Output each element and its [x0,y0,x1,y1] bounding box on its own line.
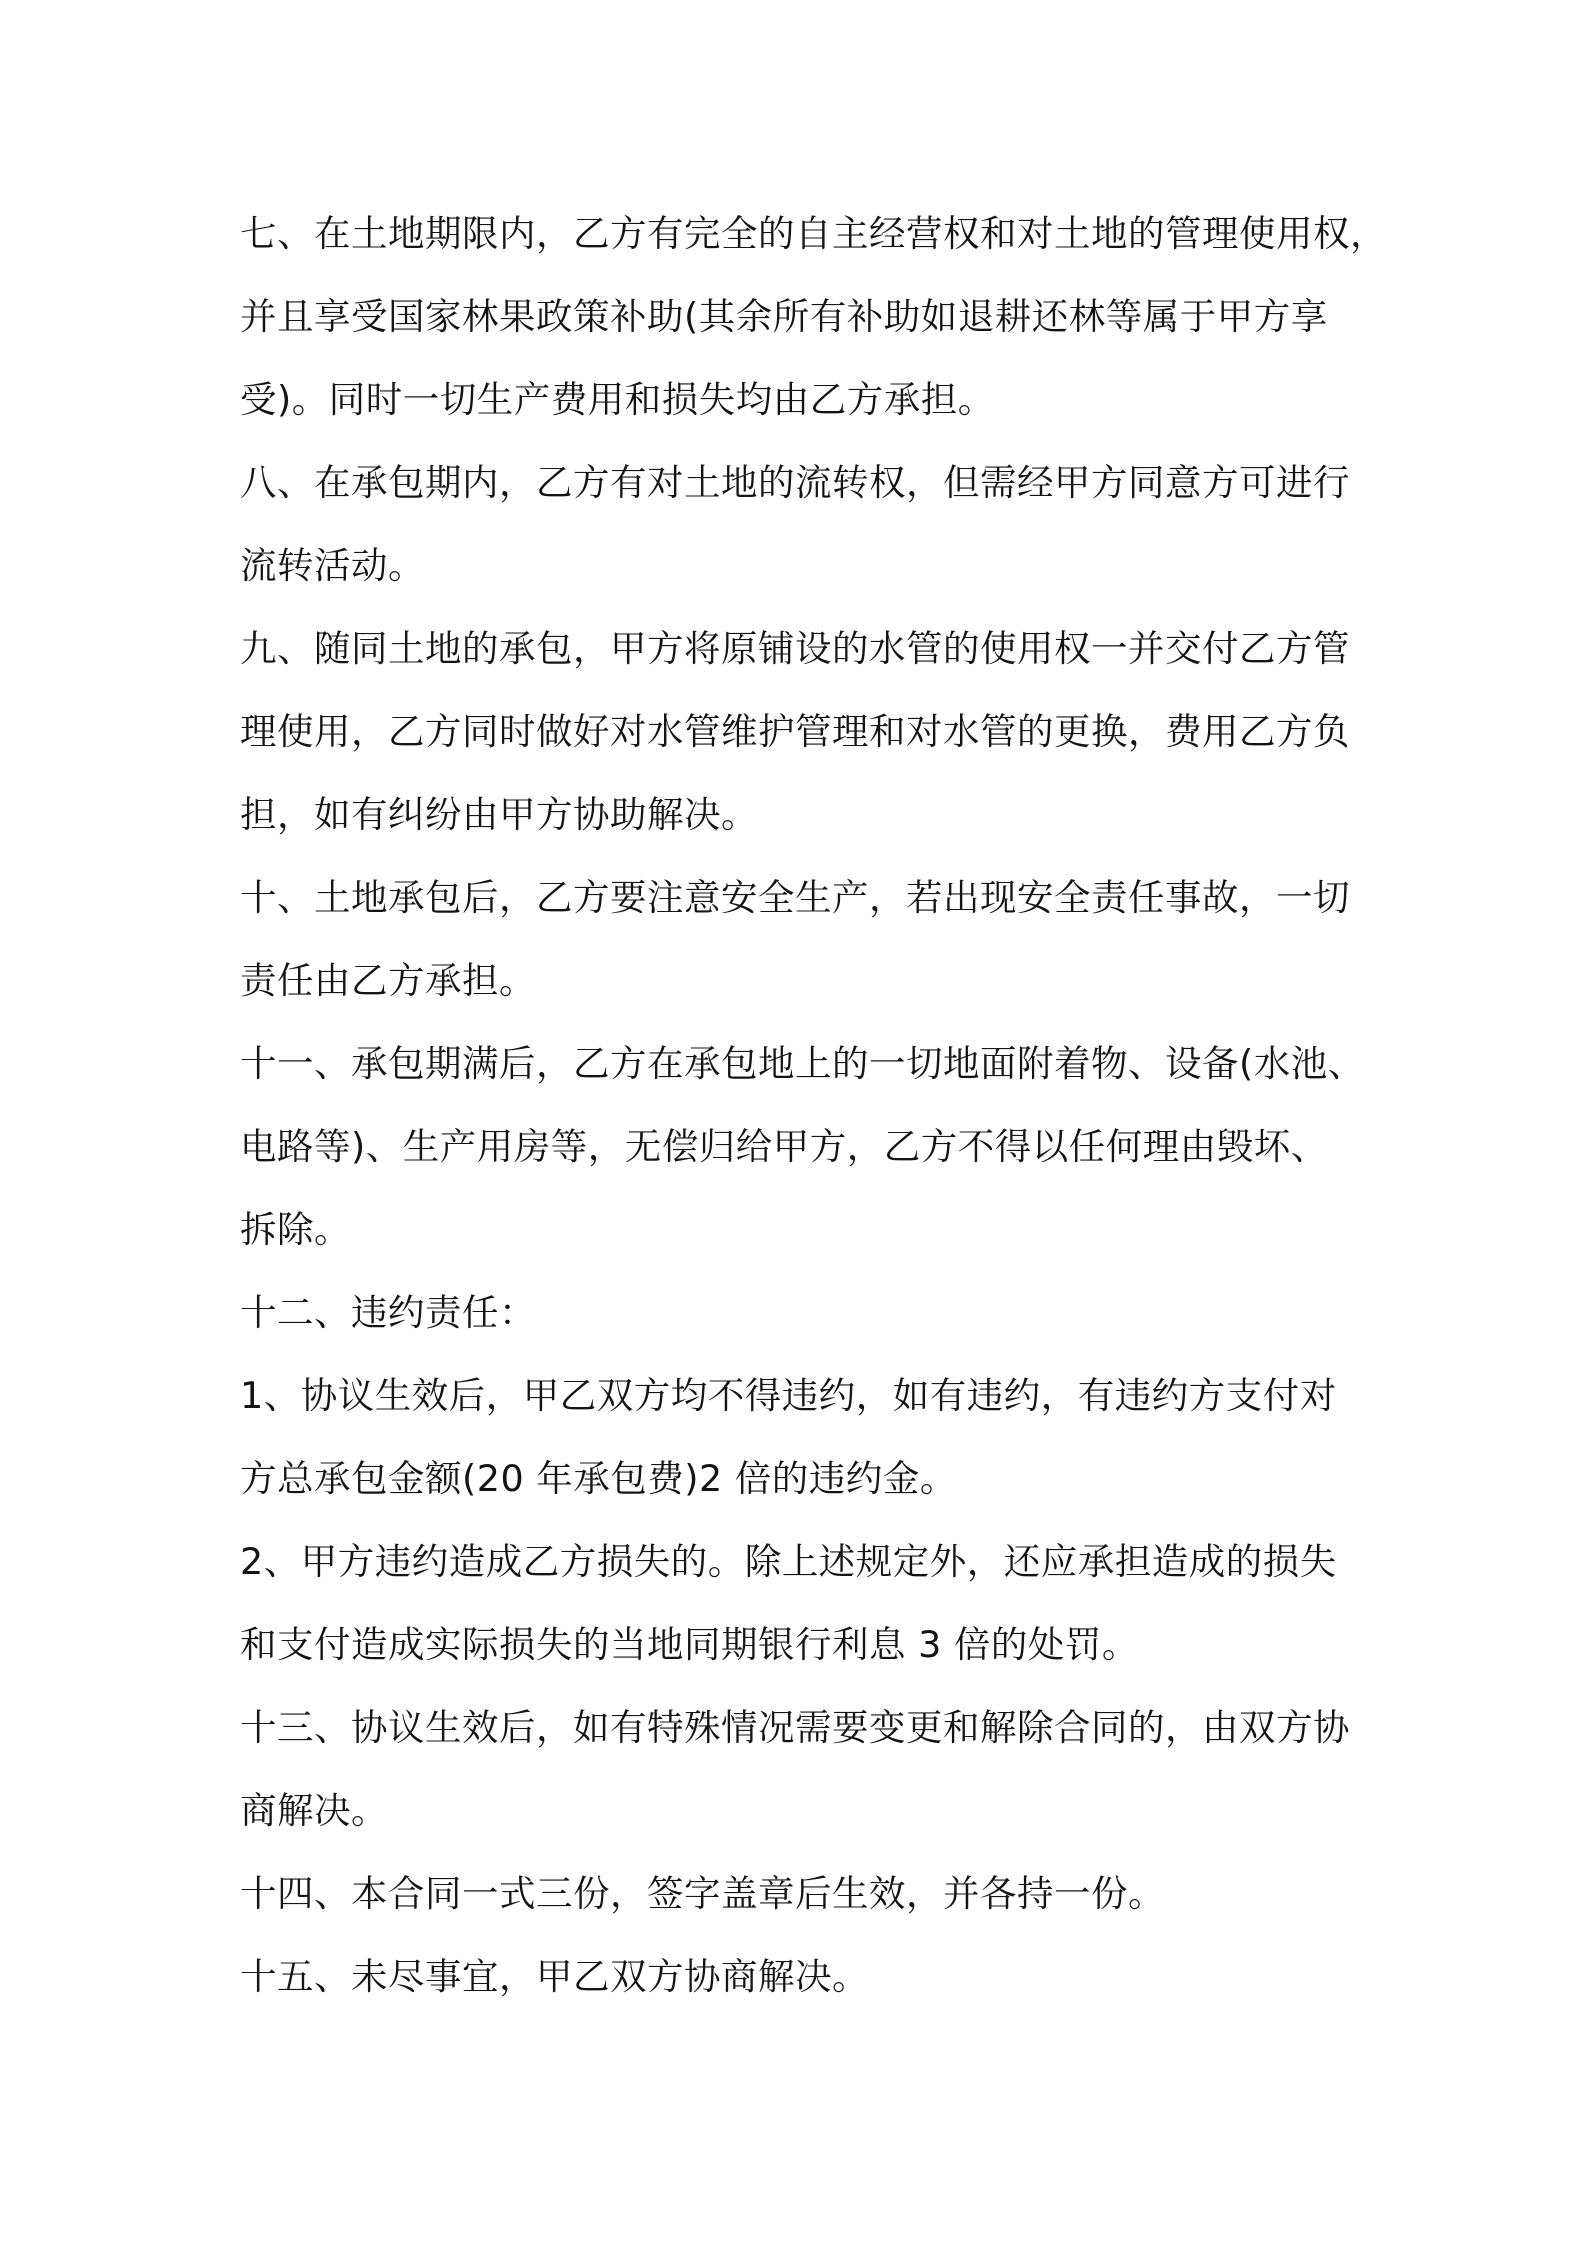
clause-12-item-2 [240,1520,1356,1686]
clause-15 [240,1935,1356,2018]
text-line: 方总承包金额(20 年承包费)2 倍的违约金。 [240,1457,957,1500]
text-line: 并且享受国家林果政策补助(其余所有补助如退耕还林等属于甲方享 [240,295,1328,338]
clause-9 [240,607,1356,856]
text-line: 拆除。 [240,1208,351,1251]
text-line: 2、甲方违约造成乙方损失的。除上述规定外，还应承担造成的损失 [240,1540,1337,1583]
text-line: 十、土地承包后，乙方要注意安全生产，若出现安全责任事故，一切 [240,876,1350,919]
clause-12-heading [240,1271,1356,1354]
text-line: 1、协议生效后，甲乙双方均不得违约，如有违约，有违约方支付对 [240,1374,1337,1417]
section-heading: 十二、违约责任： [240,1291,536,1334]
text-line: 理使用，乙方同时做好对水管维护管理和对水管的更换，费用乙方负 [240,710,1350,753]
text-line: 电路等)、生产用房等，无偿归给甲方，乙方不得以任何理由毁坏、 [240,1125,1328,1168]
text-line: 和支付造成实际损失的当地同期银行利息 3 倍的处罚。 [240,1623,1139,1666]
clause-14 [240,1852,1356,1935]
text-line: 商解决。 [240,1789,388,1832]
clause-7 [240,192,1387,441]
text-line: 流转活动。 [240,544,425,587]
clause-11 [240,1022,1365,1271]
clause-13 [240,1686,1356,1852]
text-line: 十一、承包期满后，乙方在承包地上的一切地面附着物、设备(水池、 [240,1042,1365,1085]
contract-body [240,192,1387,2018]
text-line: 受)。同时一切生产费用和损失均由乙方承担。 [240,378,995,421]
clause-10 [240,856,1356,1022]
text-line: 责任由乙方承担。 [240,959,536,1002]
text-line: 十五、未尽事宜，甲乙双方协商解决。 [240,1955,869,1998]
text-line: 八、在承包期内，乙方有对土地的流转权，但需经甲方同意方可进行 [240,461,1350,504]
text-line: 担，如有纠纷由甲方协助解决。 [240,793,758,836]
text-line: 十四、本合同一式三份，签字盖章后生效，并各持一份。 [240,1872,1165,1915]
clause-8 [240,441,1356,607]
text-line: 七、在土地期限内，乙方有完全的自主经营权和对土地的管理使用权， [240,212,1387,255]
text-line: 九、随同土地的承包，甲方将原铺设的水管的使用权一并交付乙方管 [240,627,1350,670]
text-line: 十三、协议生效后，如有特殊情况需要变更和解除合同的，由双方协 [240,1706,1350,1749]
clause-12-item-1 [240,1354,1356,1520]
